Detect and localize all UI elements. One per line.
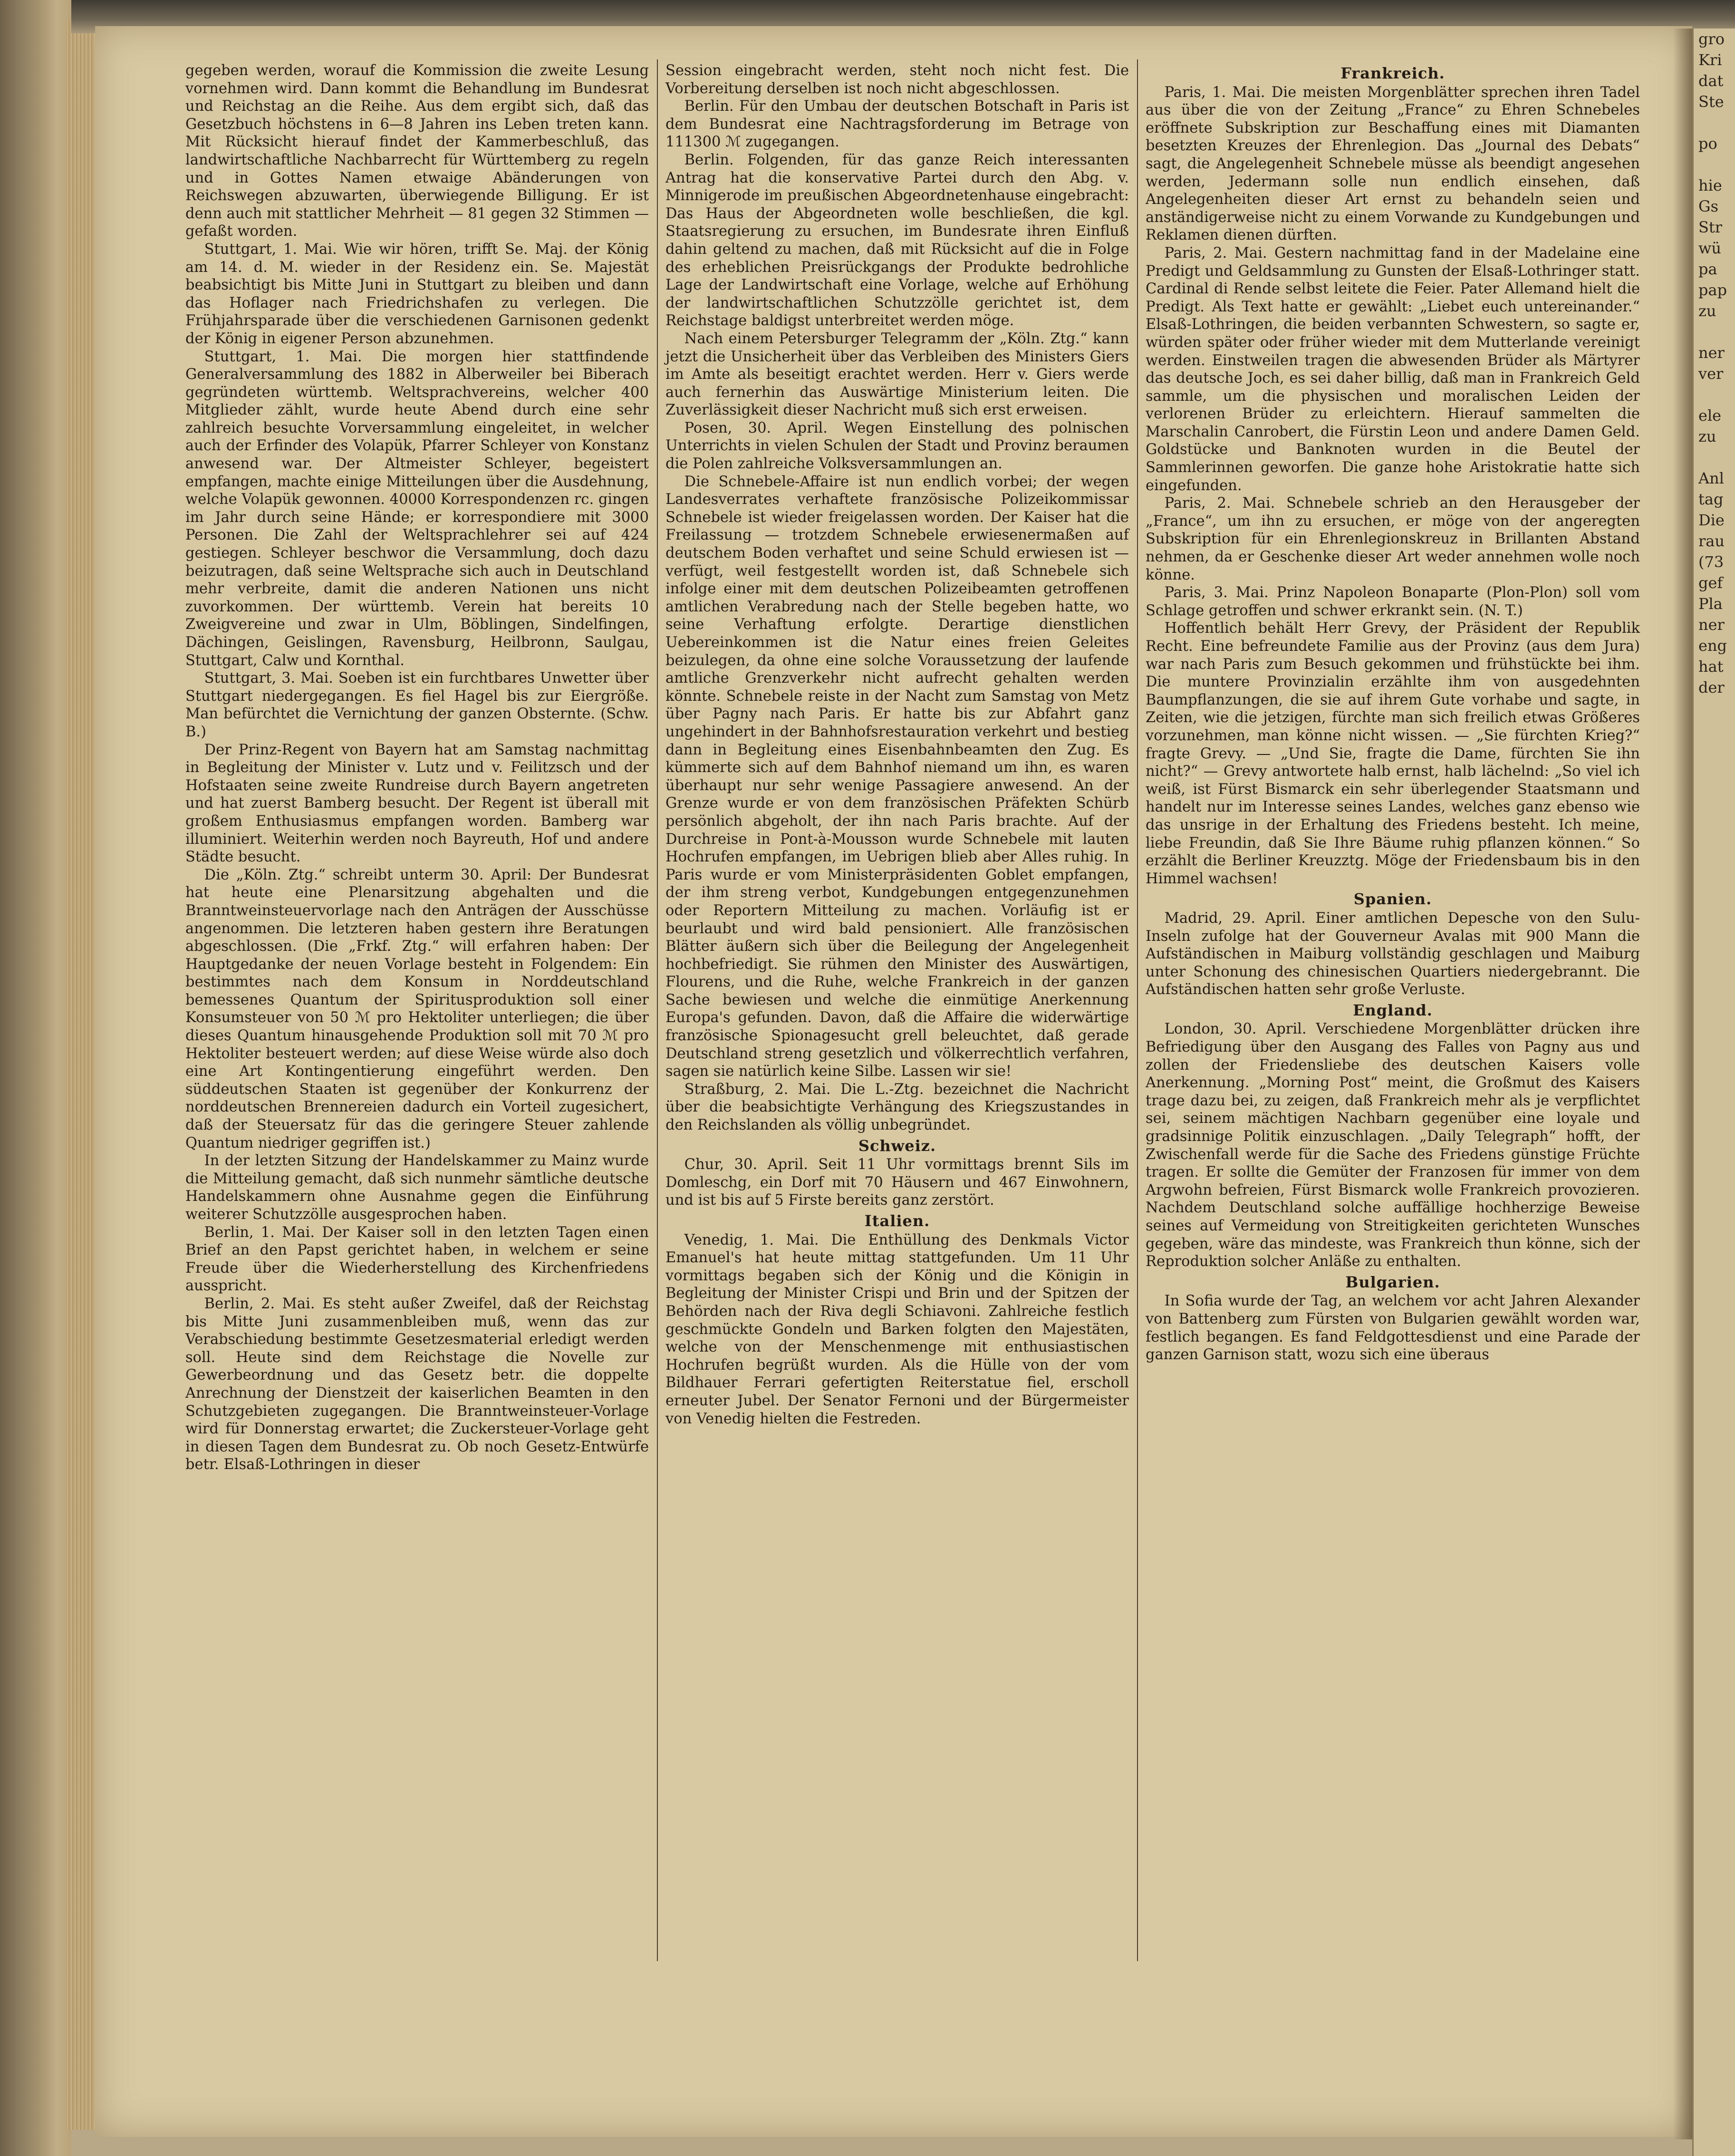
article-paragraph: Hoffentlich behält Herr Grevy, der Präsident der Republik Recht. Eine befreundete Familie aus der Provinz (aus dem Jura) war nach Paris zum Besuch gekommen und frühstückte bei ihm. Die muntere Provinzialin erzählte ihm von ausgedehnten Baumpflanzungen, die sie auf ihrem Gute vorhabe und sagte, in Zeiten, wie die jetzigen, fürchte man sich freilich etwas Größeres vorzunehmen, man könne nicht wissen. — „Sie fürchten Krieg?“ fragte Grevy. — „Und Sie, fragte die Dame, fürchten Sie ihn nicht?“ — Grevy antwortete halb ernst, halb lächelnd: „So viel ich weiß, ist Fürst Bismarck ein sehr überlegender Staatsmann und handelt nur im Interesse seines Landes, welches ganz ebenso wie das unsrige in der Erhaltung des Friedens besteht. Ich meine, liebe Freundin, daß Sie Ihre Bäume ruhig pflanzen können.“ So erzählt die Berliner Kreuzztg. Möge der Friedensbaum bis in den Himmel wachsen!	[1146, 620, 1640, 887]
adjacent-page-text: po	[1698, 135, 1717, 153]
column-rule-2	[1137, 59, 1138, 1961]
article-paragraph: Straßburg, 2. Mai. Die L.-Ztg. bezeichnet die Nachricht über die beabsichtigte Verhängung des Kriegszustandes in den Reichslanden als völlig unbegründet.	[665, 1081, 1129, 1134]
adjacent-page-text: der	[1698, 678, 1725, 696]
adjacent-page-text	[1694, 154, 1735, 175]
article-paragraph: Berlin, 2. Mai. Es steht außer Zweifel, daß der Reichstag bis Mitte Juni zusammenbleiben muß, wenn das zur Verabschiedung bestimmte Gesetzesmaterial erledigt werden soll. Heute sind dem Reichstage die Novelle zur Gewerbeordnung und das Gesetz betr. die doppelte Anrechnung der Dienstzeit der kaiserlichen Beamten in den Schutzgebieten zugegangen. Die Branntweinsteuer-Vorlage wird für Donnerstag erwartet; die Zuckersteuer-Vorlage geht in diesen Tagen dem Bundesrat zu. Ob noch Gesetz-Entwürfe betr. Elsaß-Lothringen in dieser	[185, 1295, 649, 1473]
article-paragraph: In Sofia wurde der Tag, an welchem vor acht Jahren Alexander von Battenberg zum Fürsten von Bulgarien gewählt worden war, festlich begangen. Es fand Feldgottesdienst und eine Parade der ganzen Garnison statt, wozu sich eine überaus	[1146, 1293, 1640, 1363]
article-paragraph: Chur, 30. April. Seit 11 Uhr vormittags brennt Sils im Domleschg, ein Dorf mit 70 Häusern und 467 Einwohnern, und ist bis auf 5 Firste bereits ganz zerstört.	[665, 1156, 1129, 1209]
adjacent-page-text: gro	[1698, 30, 1725, 48]
book-binding	[0, 0, 71, 2156]
adjacent-page-text: tag	[1698, 490, 1724, 508]
adjacent-page-text: Ste	[1698, 93, 1724, 111]
adjacent-page-text: (73	[1698, 553, 1724, 571]
article-paragraph: Paris, 2. Mai. Schnebele schrieb an den Herausgeber der „France“, um ihn zu ersuchen, er möge von der angeregten Subskription für ein Ehrenlegionskreuz in Brillanten Abstand nehmen, da er Geschenke dieser Art weder annehmen wolle noch könne.	[1146, 495, 1640, 583]
article-paragraph: Nach einem Petersburger Telegramm der „Köln. Ztg.“ kann jetzt die Unsicherheit über das Verbleiben des Ministers Giers im Amte als beseitigt erachtet werden. Herr v. Giers werde auch fernerhin das Auswärtige Ministerium leiten. Die Zuverlässigkeit dieser Nachricht muß sich erst erweisen.	[665, 330, 1129, 419]
adjacent-page-text: eng	[1698, 637, 1727, 655]
article-paragraph: Venedig, 1. Mai. Die Enthüllung des Denkmals Victor Emanuel's hat heute mittag stattgefunden. Um 11 Uhr vormittags begaben sich der König und die Königin in Begleitung der Minister Crispi und Brin und der Spitzen der Behörden nach der Riva degli Schiavoni. Zahlreiche festlich geschmückte Gondeln und Barken folgten den Majestäten, welche von der Menschenmenge mit enthusiastischen Hochrufen begrüßt wurden. Als die Hülle von der vom Bildhauer Ferrari gefertigten Reiterstatue fiel, erscholl erneuter Jubel. Der Senator Fernoni und der Bürgermeister von Venedig hielten die Festreden.	[665, 1231, 1129, 1427]
article-paragraph: Berlin, 1. Mai. Der Kaiser soll in den letzten Tagen einen Brief an den Papst gerichtet haben, in welchem er seine Freude über die Wiederherstellung des Kirchenfriedens ausspricht.	[185, 1224, 649, 1295]
section-heading-italien: Italien.	[864, 1212, 930, 1230]
article-paragraph: Die „Köln. Ztg.“ schreibt unterm 30. April: Der Bundesrat hat heute eine Plenarsitzung abgehalten und die Branntweinsteuervorlage nach den Anträgen der Ausschüsse angenommen. Die letzteren haben gestern ihre Beratungen abgeschlossen. (Die „Frkf. Ztg.“ will erfahren haben: Der Hauptgedanke der neuen Vorlage besteht in Folgendem: Ein bestimmtes nach dem Konsum in Norddeutschland bemessenes Quantum der Spiritusproduktion soll einer Konsumsteuer von 50 ℳ pro Hektoliter unterliegen; die über dieses Quantum hinausgehende Produktion soll mit 70 ℳ pro Hektoliter besteuert werden; auf diese Weise würde also doch eine Art Kontingentierung eingeführt werden. Den süddeutschen Staaten ist gegenüber der Konkurrenz der norddeutschen Brennereien dadurch ein Vorteil zugesichert, daß der Steuersatz für das die geringere Steuer zahlende Quantum niedriger gegriffen ist.)	[185, 866, 649, 1151]
adjacent-page-text: pa	[1698, 260, 1717, 278]
adjacent-page-text: pap	[1698, 281, 1727, 299]
adjacent-page-text: hat	[1698, 657, 1724, 676]
adjacent-page-text: Str	[1698, 218, 1723, 236]
adjacent-page-text: hie	[1698, 176, 1722, 194]
adjacent-page-fragment	[1692, 29, 1735, 2156]
adjacent-page-text: Pla	[1698, 595, 1723, 613]
article-paragraph: Berlin. Folgenden, für das ganze Reich interessanten Antrag hat die konservative Partei durch den Abg. v. Minnigerode im preußischen Abgeordnetenhause eingebracht: Das Haus der Abgeordneten wolle beschließen, die kgl. Staatsregierung zu ersuchen, im Bundesrate ihren Einfluß dahin geltend zu machen, daß mit Rücksicht auf die in Folge des erheblichen Preisrückgangs der Produkte bedrohliche Lage der Landwirtschaft eine Vorlage, welche auf Erhöhung der landwirtschaftlichen Schutzzölle gerichtet ist, dem Reichstage baldigst unterbreitet werden möge.	[665, 151, 1129, 329]
gutter-shadow	[1673, 29, 1692, 2139]
article-paragraph: Posen, 30. April. Wegen Einstellung des polnischen Unterrichts in vielen Schulen der Stadt und Provinz beraumen die Polen zahlreiche Volksversammlungen an.	[665, 419, 1129, 473]
adjacent-page-text: Kri	[1698, 51, 1722, 69]
adjacent-page-text	[1694, 112, 1735, 133]
adjacent-page-text: ele	[1698, 406, 1722, 425]
article-paragraph: Berlin. Für den Umbau der deutschen Botschaft in Paris ist dem Bundesrat eine Nachtragsforderung im Betrage von 111300 ℳ zugegangen.	[665, 98, 1129, 151]
adjacent-page-text: Anl	[1698, 469, 1724, 487]
column-rule-1	[657, 59, 658, 1961]
article-paragraph: Stuttgart, 1. Mai. Wie wir hören, trifft Se. Maj. der König am 14. d. M. wieder in der Residenz ein. Se. Majestät beabsichtigt bis Mitte Juni in Stuttgart zu bleiben und dann das Hoflager nach Friedrichshafen zu verlegen. Die Frühjahrsparade über die verschiedenen Garnisonen gedenkt der König in eigener Person abzunehmen.	[185, 241, 649, 347]
column-3	[1146, 62, 1640, 1364]
article-paragraph: Paris, 3. Mai. Prinz Napoleon Bonaparte (Plon-Plon) soll vom Schlage getroffen und schwer erkrankt sein. (N. T.)	[1146, 584, 1640, 619]
article-paragraph: Paris, 1. Mai. Die meisten Morgenblätter sprechen ihren Tadel aus über die von der Zeitung „France“ zu Ehren Schnebeles eröffnete Subskription zur Beschaffung eines mit Diamanten besetzten Kreuzes der Ehrenlegion. Das „Journal des Debats“ sagt, die Angelegenheit Schnebele müsse als beendigt angesehen werden, Jedermann solle nun endlich einsehen, daß Angelegenheiten dieser Art ernst zu behandeln seien und anständigerweise nicht zu einem Vorwande zu Kundgebungen und Reklamen dienen dürften.	[1146, 84, 1640, 244]
adjacent-page-text: ner	[1698, 616, 1725, 634]
adjacent-page-text: ver	[1698, 365, 1724, 383]
adjacent-page-text: gef	[1698, 574, 1723, 592]
adjacent-page-text: dat	[1698, 72, 1724, 90]
article-paragraph: Session eingebracht werden, steht noch nicht fest. Die Vorbereitung derselben ist noch nicht abgeschlossen.	[665, 62, 1129, 97]
section-heading-schweiz: Schweiz.	[858, 1136, 936, 1155]
adjacent-page-text: Gs	[1698, 197, 1718, 215]
column-2	[665, 62, 1129, 1428]
adjacent-page-text: Die	[1698, 511, 1725, 529]
adjacent-page-text: wü	[1698, 239, 1721, 257]
adjacent-page-text: zu	[1698, 302, 1716, 320]
article-paragraph: London, 30. April. Verschiedene Morgenblätter drücken ihre Befriedigung über den Ausgang des Falles von Pagny aus und zollen der Friedensliebe des deutschen Kaisers volle Anerkennung. „Morning Post“ meint, die Großmut des Kaisers trage dazu bei, zu zeigen, daß Frankreich mehr als je verpflichtet sei, seinem mächtigen Nachbarn gegenüber eine loyale und gradsinnige Politik einzuschlagen. „Daily Telegraph“ hofft, der Zwischenfall werde für die Sache des Friedens günstige Früchte tragen. Er sollte die Gemüter der Franzosen für immer von dem Argwohn befreien, Fürst Bismarck wolle Frankreich provozieren. Nachdem Deutschland solche auffällige hochherzige Beweise seines auf Vermeidung von Streitigkeiten gerichteten Wunsches gegeben, wäre das mindeste, was Frankreich thun könne, sich der Reproduktion solcher Anläße zu enthalten.	[1146, 1021, 1640, 1270]
adjacent-page-text	[1694, 384, 1735, 405]
adjacent-page-text: rau	[1698, 532, 1725, 550]
article-paragraph: Stuttgart, 1. Mai. Die morgen hier stattfindende Generalversammlung des 1882 in Alberweiler bei Biberach gegründeten württemb. Weltsprachvereins, welcher 400 Mitglieder zählt, wurde heute Abend durch eine sehr zahlreich besuchte Vorversammlung eingeleitet, in welcher auch der Erfinder des Volapük, Pfarrer Schleyer von Konstanz anwesend war. Der Altmeister Schleyer, begeistert empfangen, machte einige Mitteilungen über die Ausdehnung, welche Volapük gewonnen. 40000 Korrespondenzen rc. gingen im Jahr durch seine Hände; er korrespondiere mit 3000 Personen. Die Zahl der Weltsprachlehrer sei auf 424 gestiegen. Schleyer beschwor die Versammlung, doch dazu beizutragen, daß seine Weltsprache sich auch in Deutschland mehr verbreite, damit die anderen Nationen uns nicht zuvorkommen. Der württemb. Verein hat bereits 10 Zweigvereine und zwar in Ulm, Böblingen, Sindelfingen, Dächingen, Geislingen, Ravensburg, Heilbronn, Saulgau, Stuttgart, Calw und Kornthal.	[185, 348, 649, 669]
article-paragraph: Der Prinz-Regent von Bayern hat am Samstag nachmittag in Begleitung der Minister v. Lutz und v. Feilitzsch und der Hofstaaten seine zweite Rundreise durch Bayern angetreten und hat zuerst Bamberg besucht. Der Regent ist überall mit großem Enthusiasmus empfangen worden. Bamberg war illuminiert. Weiterhin werden noch Bayreuth, Hof und andere Städte besucht.	[185, 741, 649, 866]
column-1	[185, 62, 649, 1474]
article-paragraph: In der letzten Sitzung der Handelskammer zu Mainz wurde die Mitteilung gemacht, daß sich nunmehr sämtliche deutsche Handelskammern ohne Ausnahme gegen die Einführung weiterer Schutzzölle ausgesprochen haben.	[185, 1152, 649, 1223]
article-paragraph: Paris, 2. Mai. Gestern nachmittag fand in der Madelaine eine Predigt und Geldsammlung zu Gunsten der Elsaß-Lothringer statt. Cardinal di Rende selbst leitete die Feier. Pater Allemand hielt die Predigt. Als Text hatte er gewählt: „Liebet euch untereinander.“ Elsaß-Lothringen, die beiden verbannten Schwestern, so sagte er, würden später oder früher wieder mit dem Mutterlande vereinigt werden. Einstweilen tragen die abwesenden Brüder als Märtyrer das deutsche Joch, es sei daher billig, daß man in Frankreich Geld sammle, um die physischen und moralischen Leiden der verlorenen Brüder zu erleichtern. Hierauf sammelten die Marschalin Canrobert, die Fürstin Leon und andere Damen Geld. Goldstücke und Banknoten wurden in die Beutel der Sammlerinnen geworfen. Die ganze hohe Aristokratie hatte sich eingefunden.	[1146, 244, 1640, 494]
article-paragraph: gegeben werden, worauf die Kommission die zweite Lesung vornehmen wird. Dann kommt die Behandlung im Bundesrat und Reichstag an die Reihe. Aus dem ergibt sich, daß das Gesetzbuch höchstens in 6—8 Jahren ins Leben treten kann. Mit Rücksicht hierauf findet der Kammerbeschluß, das landwirtschaftliche Nachbarrecht für Württemberg zu regeln und in Gottes Namen etwaige Abänderungen von Reichswegen abzuwarten, überwiegende Billigung. Er ist denn auch mit stattlicher Mehrheit — 81 gegen 32 Stimmen — gefaßt worden.	[185, 62, 649, 240]
section-heading-spanien: Spanien.	[1353, 890, 1432, 909]
article-paragraph: Madrid, 29. April. Einer amtlichen Depesche von den Sulu-Inseln zufolge hat der Gouverneur Avalas mit 900 Mann die Aufständischen in Maiburg vollständig geschlagen und Maiburg unter Schonung des chinesischen Quartiers niedergebrannt. Die Aufständischen hatten sehr große Verluste.	[1146, 909, 1640, 998]
article-paragraph: Die Schnebele-Affaire ist nun endlich vorbei; der wegen Landesverrates verhaftete französische Polizeikommissar Schnebele ist wieder freigelassen worden. Der Kaiser hat die Freilassung — trotzdem Schnebele erwiesenermaßen auf deutschem Boden verhaftet und seine Schuld erwiesen ist — verfügt, weil festgestellt worden ist, daß Schnebele sich infolge einer mit dem deutschen Polizeibeamten getroffenen amtlichen Verabredung nach der Stelle begeben hatte, wo seine Verhaftung erfolgte. Derartige dienstlichen Uebereinkommen ist die Natur eines freien Geleites beizulegen, da ohne eine solche Voraussetzung der laufende amtliche Grenzverkehr nicht aufrecht gehalten werden könnte. Schnebele reiste in der Nacht zum Samstag von Metz über Pagny nach Paris. Er hatte bis zur Abfahrt ganz ungehindert in der Bahnhofsrestauration verkehrt und bestieg dann in Begleitung eines Eisenbahnbeamten den Zug. Es kümmerte sich auf dem Bahnhof niemand um ihn, es waren überhaupt nur sehr wenige Passagiere anwesend. An der Grenze wurde er von dem französischen Präfekten Schürb persönlich abgeholt, der ihn nach Paris brachte. Auf der Durchreise in Pont-à-Mousson wurde Schnebele mit lauten Hochrufen empfangen, im Uebrigen blieb aber Alles ruhig. In Paris wurde er vom Ministerpräsidenten Goblet empfangen, der ihm streng verbot, Kundgebungen entgegenzunehmen oder Reportern Mitteilung zu machen. Vorläufig ist er beurlaubt und wird bald pensioniert. Alle französischen Blätter äußern sich über die Beilegung der Angelegenheit hochbefriedigt. Sie rühmen den Minister des Auswärtigen, Flourens, und die Ruhe, welche Frankreich in der ganzen Sache bewiesen und welche die einmütige Anerkennung Europa's gefunden. Davon, daß die Affaire die widerwärtige französische Spionagesucht grell beleuchtet, daß gerade Deutschland streng gesetzlich und völkerrechtlich verfahren, sagen sie natürlich keine Silbe. Lassen wir sie!	[665, 473, 1129, 1080]
section-heading-bulgarien: Bulgarien.	[1345, 1273, 1440, 1291]
adjacent-page-text: zu	[1698, 427, 1716, 445]
adjacent-page-text	[1694, 447, 1735, 468]
article-paragraph: Stuttgart, 3. Mai. Soeben ist ein furchtbares Unwetter über Stuttgart niedergegangen. Es fiel Hagel bis zur Eiergröße. Man befürchtet die Vernichtung der ganzen Obsternte. (Schw. B.)	[185, 670, 649, 740]
section-heading-england: England.	[1353, 1001, 1433, 1019]
adjacent-page-text: ner	[1698, 344, 1725, 362]
section-heading-frankreich: Frankreich.	[1340, 64, 1445, 82]
adjacent-page-text	[1694, 321, 1735, 342]
